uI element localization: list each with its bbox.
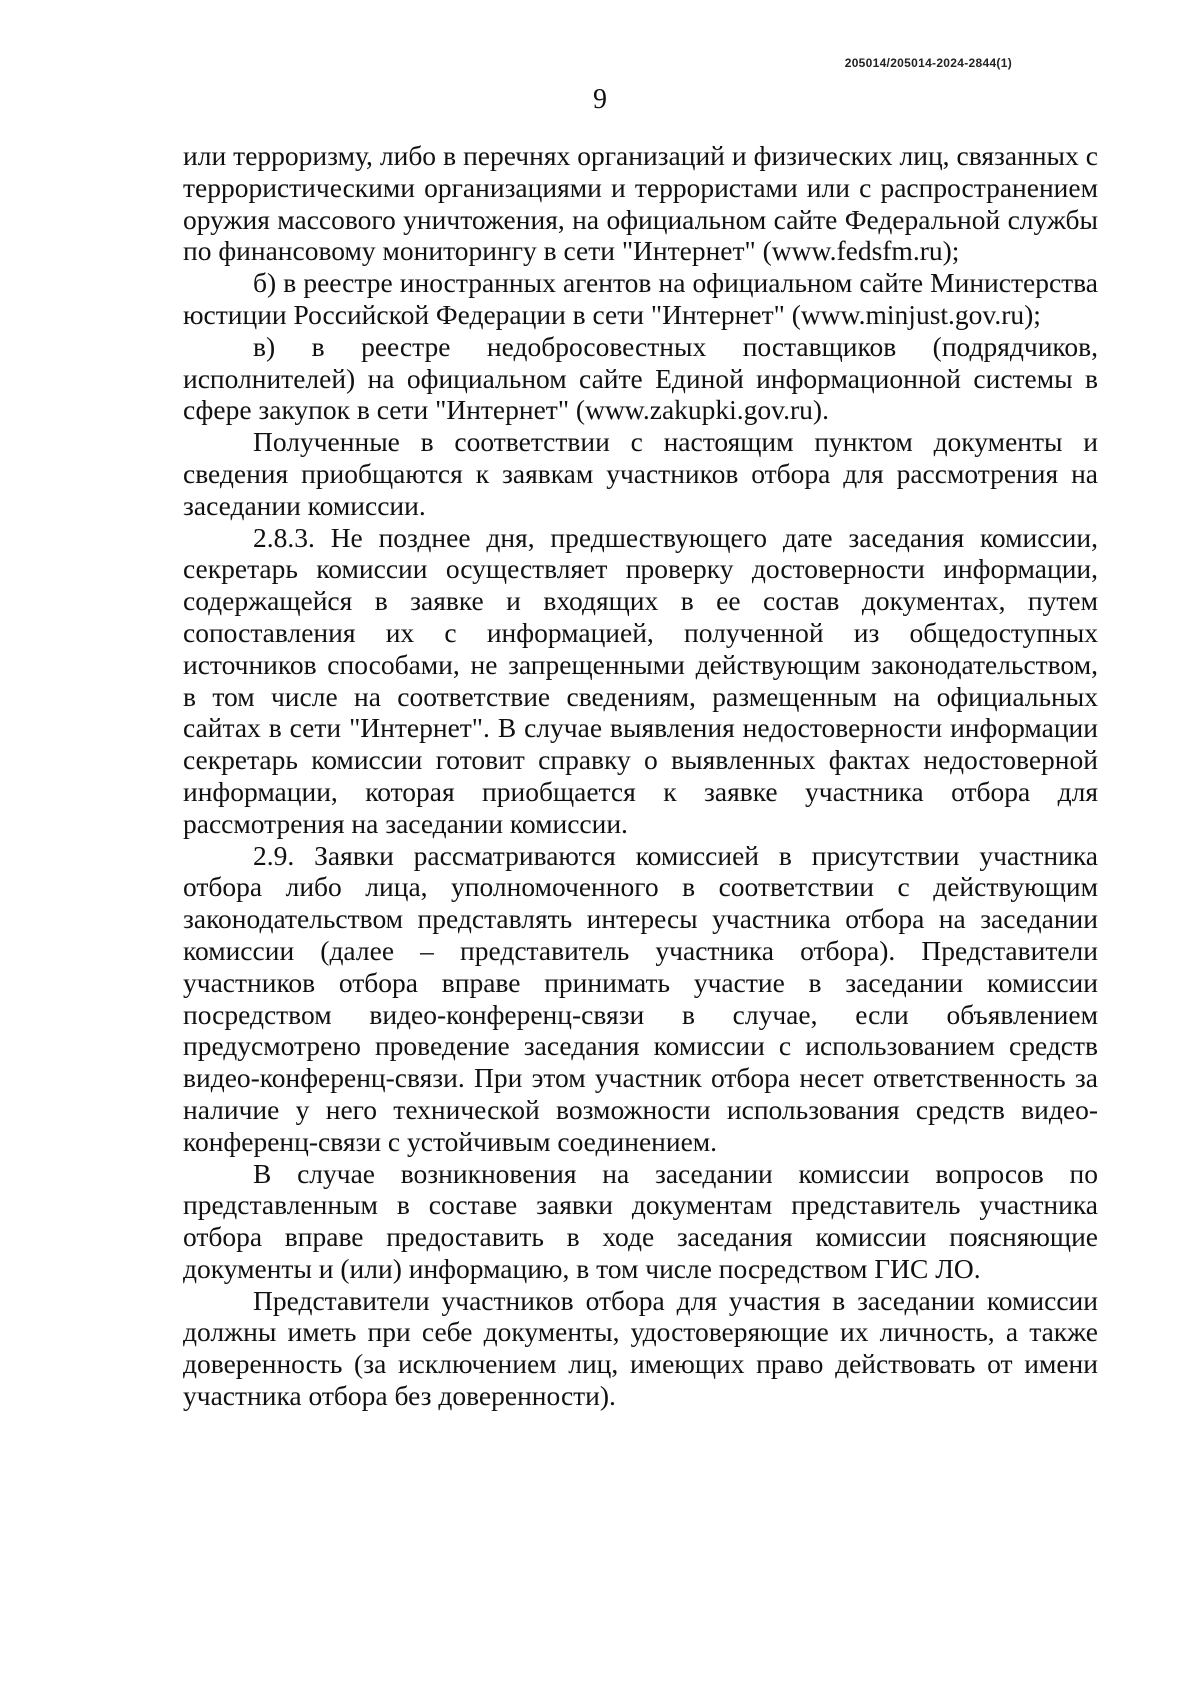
document-body (183, 140, 1098, 1412)
paragraph-item-b: б) в реестре иностранных агентов на официальном сайте Министерства юстиции Российской Федерации в сети "Интернет" (www.minjust.gov.ru); (183, 267, 1098, 330)
paragraph-continuation: или терроризму, либо в перечнях организаций и физических лиц, связанных с террористическими организациями и террористами или с распространением оружия массового уничтожения, на официальном сайте Федеральной службы по финансовому мониторингу в сети "Интернет" (www.fedsfm.ru); (183, 140, 1098, 267)
paragraph-questions: В случае возникновения на заседании комиссии вопросов по представленным в составе заявки документам представитель участника отбора вправе предоставить в ходе заседания комиссии поясняющие документы и (или) информацию, в том числе посредством ГИС ЛО. (183, 1157, 1098, 1284)
paragraph-representatives: Представители участников отбора для участия в заседании комиссии должны иметь при себе документы, удостоверяющие их личность, а также доверенность (за исключением лиц, имеющих право действовать от имени участника отбора без доверенности). (183, 1284, 1098, 1412)
paragraph-documents-attached: Полученные в соответствии с настоящим пунктом документы и сведения приобщаются к заявкам участников отбора для рассмотрения на заседании комиссии. (183, 426, 1098, 521)
paragraph-2-8-3: 2.8.3. Не позднее дня, предшествующего дате заседания комиссии, секретарь комиссии осуществляет проверку достоверности информации, содержащейся в заявке и входящих в ее состав документах, путем сопоставления их с информацией, полученной из общедоступных источников способами, не запрещенными действующим законодательством, в том числе на соответствие сведениям, размещенным на официальных сайтах в сети "Интернет". В случае выявления недостоверности информации секретарь комиссии готовит справку о выявленных фактах недостоверной информации, которая приобщается к заявке участника отбора для рассмотрения на заседании комиссии. (183, 521, 1098, 839)
page-number: 9 (593, 84, 607, 115)
document-id: 205014/205014-2024-2844(1) (844, 56, 1012, 70)
paragraph-item-v: в) в реестре недобросовестных поставщиков (подрядчиков, исполнителей) на официальном сайте Единой информационной системы в сфере закупок в сети "Интернет" (www.zakupki.gov.ru). (183, 330, 1098, 426)
paragraph-2-9: 2.9. Заявки рассматриваются комиссией в присутствии участника отбора либо лица, уполномоченного в соответствии с действующим законодательством представлять интересы участника отбора на заседании комиссии (далее – представитель участника отбора). Представители участников отбора вправе принимать участие в заседании комиссии посредством видео-конференц-связи в случае, если объявлением предусмотрено проведение заседания комиссии с использованием средств видео-конференц-связи. При этом участник отбора несет ответственность за наличие у него технической возможности использования средств видео-конференц-связи с устойчивым соединением. (183, 839, 1098, 1157)
